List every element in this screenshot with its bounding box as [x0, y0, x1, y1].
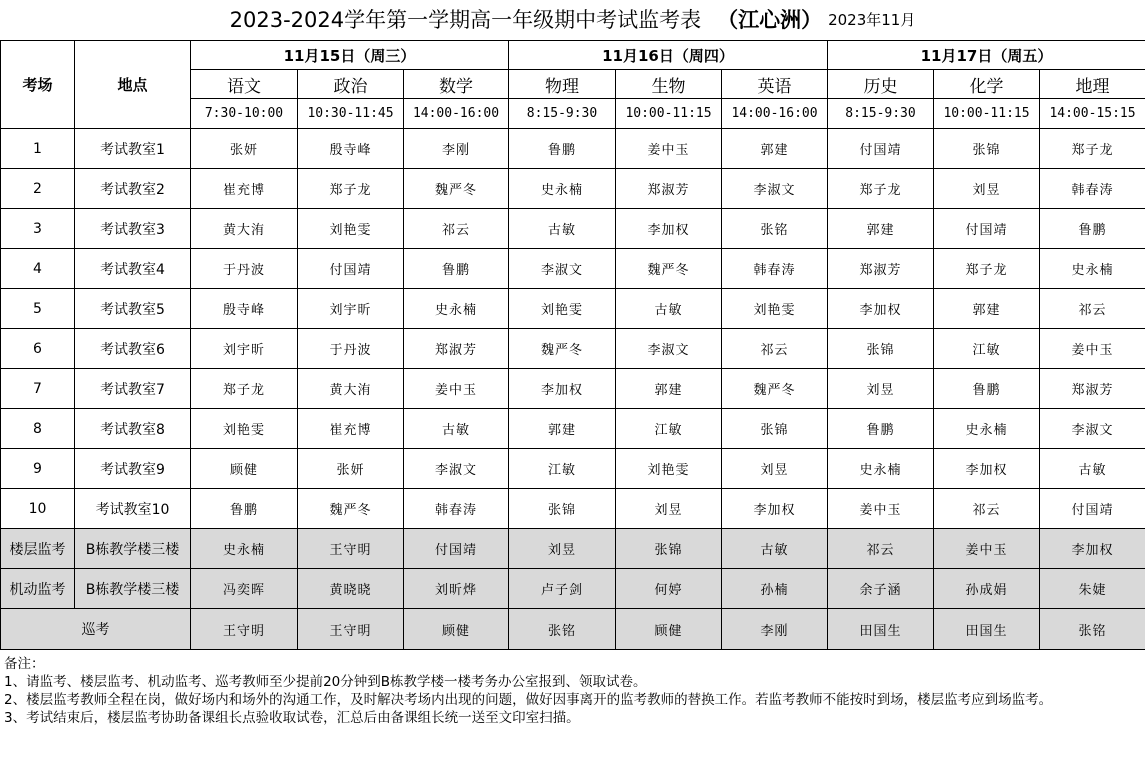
proctor-cell: 刘昱	[934, 169, 1040, 209]
subject-header: 语文	[191, 70, 298, 99]
subject-header: 地理	[1040, 70, 1145, 99]
proctor-cell: 古敏	[404, 409, 509, 449]
room-location: 考试教室7	[75, 369, 191, 409]
room-number: 9	[1, 449, 75, 489]
room-number: 1	[1, 129, 75, 169]
mobile-row-label: 机动监考	[1, 569, 75, 609]
proctor-cell: 刘艳雯	[298, 209, 404, 249]
day-header: 11月17日（周五）	[828, 41, 1145, 70]
note-item: 2、楼层监考教师全程在岗，做好场内和场外的沟通工作，及时解决考场内出现的问题，做好因事离开的监考教师的替换工作。若监考教师不能按时到场，楼层监考应到场监考。	[4, 692, 1053, 708]
proctor-cell: 黄晓晓	[298, 569, 404, 609]
proctor-cell: 祁云	[828, 529, 934, 569]
proctor-cell: 祁云	[934, 489, 1040, 529]
proctor-cell: 孙楠	[722, 569, 828, 609]
proctor-cell: 郑淑芳	[616, 169, 722, 209]
room-location: 考试教室2	[75, 169, 191, 209]
proctor-cell: 郭建	[616, 369, 722, 409]
time-slot: 10:30-11:45	[298, 99, 404, 129]
proctor-cell: 史永楠	[191, 529, 298, 569]
proctor-cell: 鲁鹏	[934, 369, 1040, 409]
proctor-cell: 魏严冬	[616, 249, 722, 289]
proctor-cell: 冯奕晖	[191, 569, 298, 609]
proctor-cell: 刘艳雯	[616, 449, 722, 489]
proctor-cell: 郭建	[509, 409, 616, 449]
proctor-cell: 李刚	[404, 129, 509, 169]
proctor-cell: 付国靖	[298, 249, 404, 289]
proctor-cell: 黄大洧	[191, 209, 298, 249]
proctor-cell: 付国靖	[828, 129, 934, 169]
floor-row-location: B栋教学楼三楼	[75, 529, 191, 569]
proctor-cell: 李加权	[509, 369, 616, 409]
room-number: 8	[1, 409, 75, 449]
room-location: 考试教室10	[75, 489, 191, 529]
time-slot: 8:15-9:30	[828, 99, 934, 129]
room-column-header: 考场	[1, 41, 75, 129]
campus-name: （江心洲）	[717, 8, 823, 32]
proctor-cell: 孙成娟	[934, 569, 1040, 609]
room-number: 3	[1, 209, 75, 249]
proctor-cell: 李淑文	[404, 449, 509, 489]
room-number: 7	[1, 369, 75, 409]
proctor-cell: 姜中玉	[934, 529, 1040, 569]
proctor-cell: 史永楠	[1040, 249, 1145, 289]
day-header-row	[1, 41, 1145, 70]
table-row	[1, 409, 1145, 449]
proctor-cell: 付国靖	[934, 209, 1040, 249]
proctor-cell: 江敏	[509, 449, 616, 489]
proctor-cell: 刘昕烨	[404, 569, 509, 609]
proctor-cell: 祁云	[1040, 289, 1145, 329]
proctor-cell: 于丹波	[298, 329, 404, 369]
proctor-cell: 朱婕	[1040, 569, 1145, 609]
proctor-cell: 张锦	[509, 489, 616, 529]
subject-header: 历史	[828, 70, 934, 99]
proctor-cell: 张妍	[298, 449, 404, 489]
proctor-cell: 刘艳雯	[722, 289, 828, 329]
proctor-cell: 王守明	[191, 609, 298, 650]
room-location: 考试教室1	[75, 129, 191, 169]
proctor-cell: 余子涵	[828, 569, 934, 609]
proctor-cell: 何婷	[616, 569, 722, 609]
proctor-cell: 魏严冬	[722, 369, 828, 409]
patrol-row-label: 巡考	[1, 609, 191, 650]
proctor-cell: 刘艳雯	[191, 409, 298, 449]
proctor-cell: 古敏	[722, 529, 828, 569]
room-location: 考试教室3	[75, 209, 191, 249]
proctor-cell: 郑淑芳	[404, 329, 509, 369]
proctor-cell: 郑淑芳	[1040, 369, 1145, 409]
proctor-cell: 韩春涛	[722, 249, 828, 289]
time-slot: 10:00-11:15	[934, 99, 1040, 129]
subject-header: 政治	[298, 70, 404, 99]
proctor-cell: 崔充博	[298, 409, 404, 449]
proctor-cell: 郑子龙	[298, 169, 404, 209]
table-row	[1, 169, 1145, 209]
table-row	[1, 369, 1145, 409]
room-number: 6	[1, 329, 75, 369]
subject-header: 物理	[509, 70, 616, 99]
proctor-cell: 史永楠	[828, 449, 934, 489]
time-slot: 8:15-9:30	[509, 99, 616, 129]
proctor-cell: 张铭	[722, 209, 828, 249]
proctor-cell: 王守明	[298, 529, 404, 569]
proctor-cell: 刘宇昕	[191, 329, 298, 369]
proctor-cell: 田国生	[934, 609, 1040, 650]
proctor-cell: 付国靖	[1040, 489, 1145, 529]
room-number: 10	[1, 489, 75, 529]
time-slot: 14:00-15:15	[1040, 99, 1145, 129]
note-item: 3、考试结束后，楼层监考协助备课组长点验收取试卷，汇总后由备课组长统一送至文印室扫描。	[4, 710, 580, 726]
room-location: 考试教室5	[75, 289, 191, 329]
proctor-cell: 李加权	[722, 489, 828, 529]
time-slot: 7:30-10:00	[191, 99, 298, 129]
proctor-cell: 古敏	[1040, 449, 1145, 489]
proctor-cell: 鲁鹏	[404, 249, 509, 289]
proctor-cell: 郑子龙	[934, 249, 1040, 289]
room-location: 考试教室6	[75, 329, 191, 369]
proctor-cell: 祁云	[722, 329, 828, 369]
proctor-cell: 鲁鹏	[191, 489, 298, 529]
proctor-cell: 姜中玉	[1040, 329, 1145, 369]
proctor-cell: 李淑文	[616, 329, 722, 369]
proctor-table	[0, 40, 1145, 650]
proctor-cell: 姜中玉	[616, 129, 722, 169]
proctor-cell: 刘昱	[616, 489, 722, 529]
proctor-cell: 张锦	[616, 529, 722, 569]
table-row	[1, 489, 1145, 529]
proctor-cell: 刘昱	[722, 449, 828, 489]
proctor-cell: 付国靖	[404, 529, 509, 569]
table-row	[1, 129, 1145, 169]
table-row	[1, 289, 1145, 329]
proctor-cell: 崔充博	[191, 169, 298, 209]
proctor-cell: 古敏	[616, 289, 722, 329]
proctor-cell: 刘昱	[828, 369, 934, 409]
proctor-cell: 祁云	[404, 209, 509, 249]
proctor-cell: 张锦	[828, 329, 934, 369]
proctor-cell: 鲁鹏	[828, 409, 934, 449]
time-slot: 10:00-11:15	[616, 99, 722, 129]
proctor-cell: 殷寺峰	[191, 289, 298, 329]
proctor-cell: 李刚	[722, 609, 828, 650]
mobile-row-location: B栋教学楼三楼	[75, 569, 191, 609]
room-location: 考试教室8	[75, 409, 191, 449]
proctor-cell: 殷寺峰	[298, 129, 404, 169]
room-location: 考试教室4	[75, 249, 191, 289]
proctor-cell: 张锦	[934, 129, 1040, 169]
proctor-cell: 史永楠	[404, 289, 509, 329]
proctor-cell: 鲁鹏	[1040, 209, 1145, 249]
table-row	[1, 249, 1145, 289]
proctor-cell: 王守明	[298, 609, 404, 650]
subject-header: 化学	[934, 70, 1040, 99]
proctor-cell: 魏严冬	[404, 169, 509, 209]
proctor-cell: 魏严冬	[298, 489, 404, 529]
patrol-row	[1, 609, 1145, 650]
time-slot: 14:00-16:00	[404, 99, 509, 129]
proctor-cell: 韩春涛	[1040, 169, 1145, 209]
proctor-cell: 李淑文	[722, 169, 828, 209]
proctor-cell: 史永楠	[509, 169, 616, 209]
proctor-cell: 刘昱	[509, 529, 616, 569]
proctor-cell: 黄大洧	[298, 369, 404, 409]
proctor-cell: 姜中玉	[828, 489, 934, 529]
proctor-cell: 张锦	[722, 409, 828, 449]
proctor-cell: 韩春涛	[404, 489, 509, 529]
proctor-cell: 刘宇昕	[298, 289, 404, 329]
floor-proctor-row	[1, 529, 1145, 569]
table-row	[1, 449, 1145, 489]
note-item: 1、请监考、楼层监考、机动监考、巡考教师至少提前20分钟到B栋教学楼一楼考务办公室报到、领取试卷。	[4, 674, 647, 690]
proctor-cell: 顾健	[616, 609, 722, 650]
document-title: 2023-2024学年第一学期高一年级期中考试监考表	[229, 8, 702, 32]
proctor-cell: 刘艳雯	[509, 289, 616, 329]
proctor-cell: 李加权	[616, 209, 722, 249]
proctor-cell: 李淑文	[509, 249, 616, 289]
proctor-cell: 江敏	[934, 329, 1040, 369]
proctor-cell: 张铭	[509, 609, 616, 650]
proctor-cell: 郑子龙	[1040, 129, 1145, 169]
proctor-cell: 于丹波	[191, 249, 298, 289]
subject-header: 数学	[404, 70, 509, 99]
proctor-cell: 郭建	[934, 289, 1040, 329]
table-row	[1, 329, 1145, 369]
proctor-cell: 田国生	[828, 609, 934, 650]
proctor-cell: 史永楠	[934, 409, 1040, 449]
subject-header: 生物	[616, 70, 722, 99]
location-column-header: 地点	[75, 41, 191, 129]
mobile-proctor-row	[1, 569, 1145, 609]
table-body	[1, 41, 1145, 650]
proctor-cell: 古敏	[509, 209, 616, 249]
proctor-cell: 郑子龙	[191, 369, 298, 409]
proctor-cell: 张妍	[191, 129, 298, 169]
table-row	[1, 209, 1145, 249]
room-location: 考试教室9	[75, 449, 191, 489]
notes-heading: 备注：	[4, 656, 45, 672]
proctor-cell: 鲁鹏	[509, 129, 616, 169]
title-bar	[0, 0, 1145, 40]
floor-row-label: 楼层监考	[1, 529, 75, 569]
proctor-cell: 顾健	[404, 609, 509, 650]
proctor-cell: 李淑文	[1040, 409, 1145, 449]
room-number: 4	[1, 249, 75, 289]
proctor-cell: 顾健	[191, 449, 298, 489]
proctor-cell: 卢子剑	[509, 569, 616, 609]
proctor-cell: 江敏	[616, 409, 722, 449]
proctor-cell: 郑淑芳	[828, 249, 934, 289]
proctor-cell: 魏严冬	[509, 329, 616, 369]
proctor-cell: 郑子龙	[828, 169, 934, 209]
proctor-cell: 郭建	[828, 209, 934, 249]
day-header: 11月15日（周三）	[191, 41, 509, 70]
day-header: 11月16日（周四）	[509, 41, 828, 70]
proctor-cell: 李加权	[828, 289, 934, 329]
proctor-cell: 郭建	[722, 129, 828, 169]
proctor-cell: 李加权	[934, 449, 1040, 489]
proctor-cell: 李加权	[1040, 529, 1145, 569]
proctor-cell: 张铭	[1040, 609, 1145, 650]
room-number: 5	[1, 289, 75, 329]
time-slot: 14:00-16:00	[722, 99, 828, 129]
notes-section	[4, 655, 1140, 727]
proctor-cell: 姜中玉	[404, 369, 509, 409]
room-number: 2	[1, 169, 75, 209]
title-date: 2023年11月	[828, 11, 916, 29]
subject-header: 英语	[722, 70, 828, 99]
